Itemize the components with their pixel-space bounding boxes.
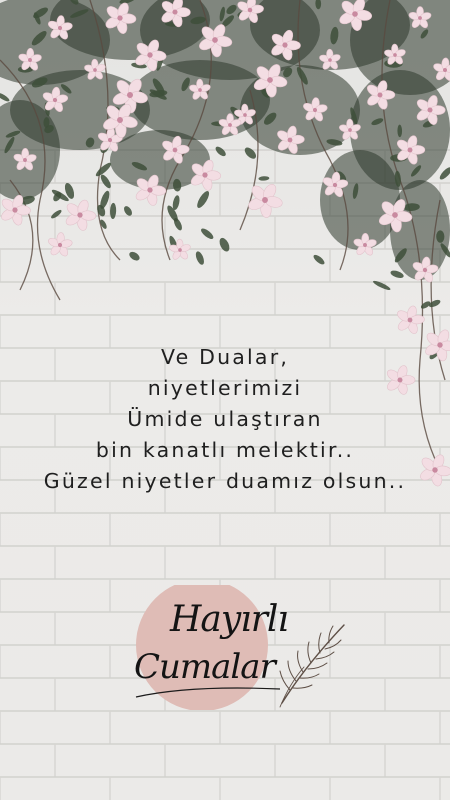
leaf — [122, 205, 133, 218]
poem-text — [0, 342, 450, 497]
leaf — [218, 236, 232, 253]
poem-line-2: niyetlerimizi — [147, 376, 303, 400]
leaf — [199, 227, 214, 241]
leaf — [428, 298, 442, 308]
poem-line-4: bin kanatlı melektir.. — [95, 438, 355, 462]
leaf — [243, 146, 258, 161]
leaf — [372, 279, 391, 291]
leaf — [438, 165, 450, 181]
leaf — [110, 203, 117, 219]
clematis-blossom-icon — [47, 232, 73, 257]
leaf — [258, 176, 269, 181]
leaf — [195, 189, 211, 209]
poem-line-3: Ümide ulaştıran — [127, 407, 323, 431]
clematis-blossom-icon — [64, 198, 96, 231]
leaf — [99, 173, 113, 190]
greeting-line-2: Cumalar — [134, 647, 275, 687]
leaf — [128, 250, 141, 262]
poem-line-5: Güzel niyetler duamız olsun.. — [43, 469, 407, 493]
dried-grass-sprig-icon — [280, 625, 344, 707]
leaf — [194, 250, 205, 266]
leaf — [312, 253, 326, 266]
clematis-blossom-icon — [396, 305, 425, 335]
leaf — [0, 91, 11, 102]
leaf — [390, 269, 405, 279]
leaf — [50, 209, 63, 220]
poem-line-1: Ve Dualar, — [160, 345, 290, 369]
greeting-badge — [130, 585, 360, 710]
leaf — [214, 145, 227, 158]
greeting-line-1: Hayırlı — [170, 599, 288, 640]
clematis-blossom-icon — [247, 182, 284, 218]
